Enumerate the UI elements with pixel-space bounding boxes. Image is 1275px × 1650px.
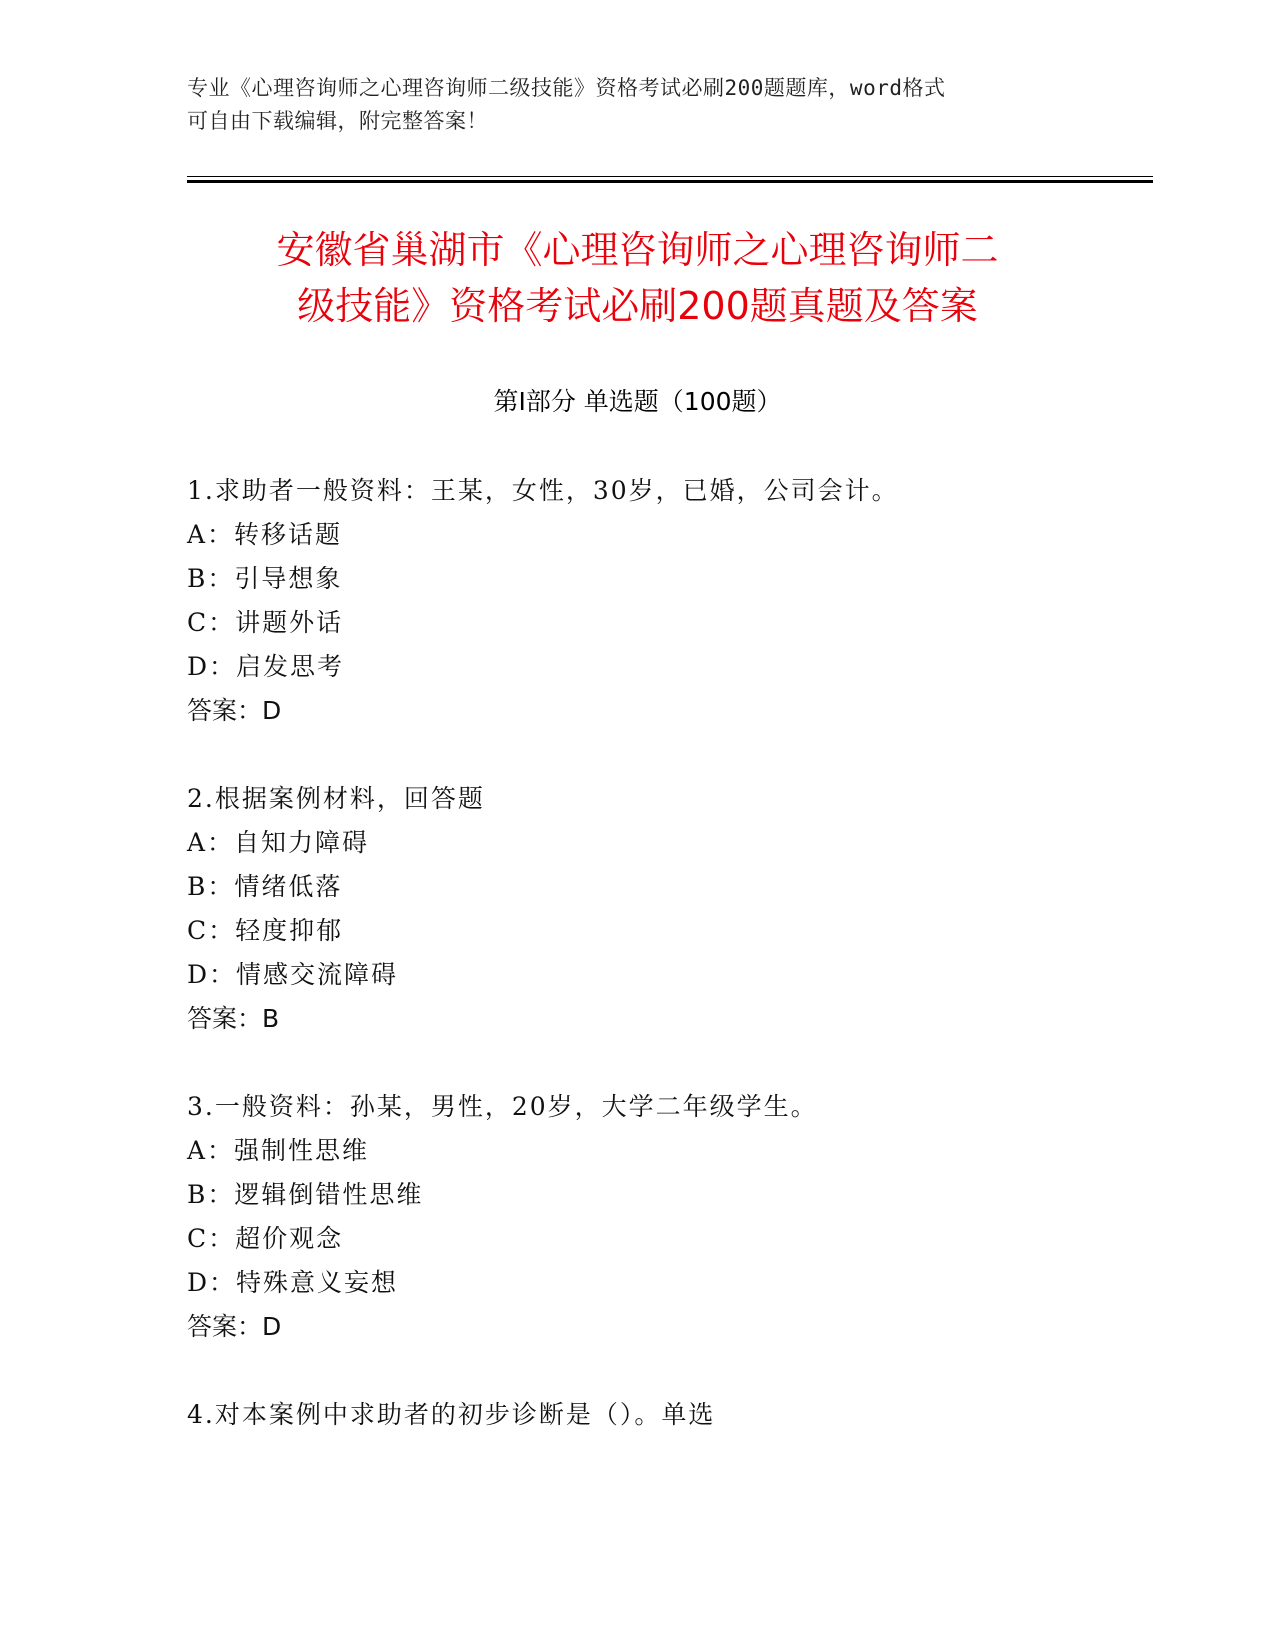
header-rule-thick xyxy=(187,180,1153,183)
question-1-option-d: D：启发思考 xyxy=(187,652,345,681)
question-1-answer: 答案：D xyxy=(187,696,282,725)
question-2-option-b: B：情绪低落 xyxy=(187,872,343,901)
header-note-line-1: 专业《心理咨询师之心理咨询师二级技能》资格考试必刷200题题库，word格式 xyxy=(187,76,946,100)
question-3-answer: 答案：D xyxy=(187,1312,282,1341)
question-1-option-a: A：转移话题 xyxy=(187,520,343,549)
question-3-option-d: D：特殊意义妄想 xyxy=(187,1268,399,1297)
header-rule-thin xyxy=(187,176,1153,177)
question-1-option-b: B：引导想象 xyxy=(187,564,343,593)
question-3-option-b: B：逻辑倒错性思维 xyxy=(187,1180,424,1209)
document-title-line-1: 安徽省巢湖市《心理咨询师之心理咨询师二 xyxy=(276,228,999,272)
question-3-stem: 3.一般资料：孙某，男性，20岁，大学二年级学生。 xyxy=(187,1092,818,1121)
header-note-line-2: 可自由下载编辑，附完整答案！ xyxy=(187,109,488,133)
document-title-line-2: 级技能》资格考试必刷200题真题及答案 xyxy=(297,284,978,328)
question-1-stem: 1.求助者一般资料：王某，女性，30岁，已婚，公司会计。 xyxy=(187,476,899,505)
section-title: 第Ⅰ部分 单选题（100题） xyxy=(493,387,782,416)
question-2-answer: 答案：B xyxy=(187,1004,280,1033)
document-title xyxy=(150,222,1125,334)
question-2-stem: 2.根据案例材料，回答题 xyxy=(187,784,485,813)
question-2-option-a: A：自知力障碍 xyxy=(187,828,370,857)
question-3-option-a: A：强制性思维 xyxy=(187,1136,370,1165)
question-2-option-d: D：情感交流障碍 xyxy=(187,960,399,989)
question-1-option-c: C：讲题外话 xyxy=(187,608,344,637)
question-3-option-c: C：超价观念 xyxy=(187,1224,344,1253)
header-note xyxy=(187,72,1067,138)
question-2-option-c: C：轻度抑郁 xyxy=(187,916,344,945)
question-4-stem: 4.对本案例中求助者的初步诊断是（）。单选 xyxy=(187,1400,716,1429)
